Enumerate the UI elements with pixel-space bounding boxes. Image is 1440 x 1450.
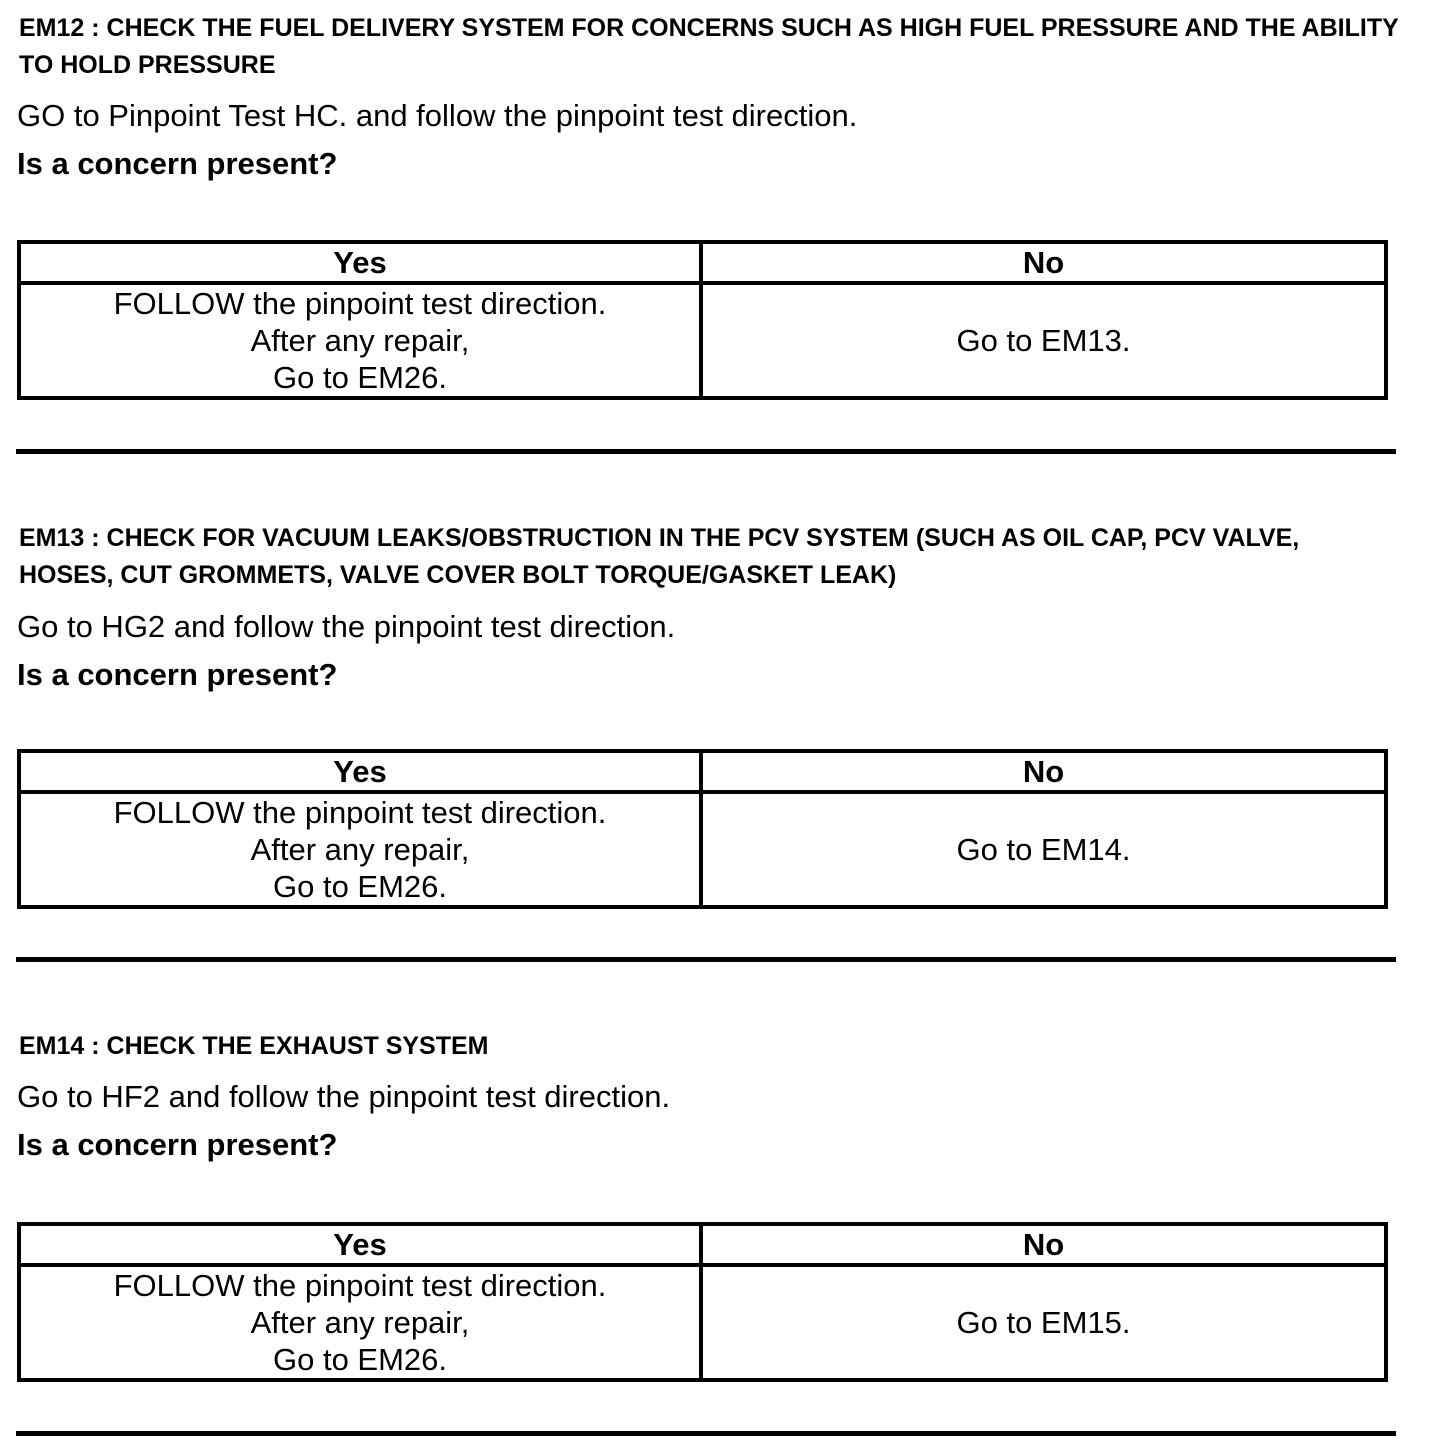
yes-line: After any repair, xyxy=(250,832,470,867)
step-question: Is a concern present? xyxy=(17,657,338,692)
no-header: No xyxy=(701,751,1386,792)
no-header: No xyxy=(701,1224,1386,1265)
yes-line: FOLLOW the pinpoint test direction. xyxy=(113,286,607,321)
yes-cell xyxy=(19,1265,701,1380)
yes-cell xyxy=(19,792,701,907)
table-row xyxy=(19,283,1386,398)
yes-line: Go to EM26. xyxy=(272,360,448,395)
section-divider xyxy=(16,449,1396,454)
step-question: Is a concern present? xyxy=(17,1127,338,1162)
decision-table xyxy=(17,240,1388,400)
step-heading: EM14 : CHECK THE EXHAUST SYSTEM xyxy=(19,1032,489,1060)
step-instruction: GO to Pinpoint Test HC. and follow the pinpoint test direction. xyxy=(17,98,858,133)
yes-cell xyxy=(19,283,701,398)
section-divider xyxy=(16,957,1396,962)
no-cell: Go to EM13. xyxy=(701,283,1386,398)
decision-table xyxy=(17,1222,1388,1382)
step-heading: EM13 : CHECK FOR VACUUM LEAKS/OBSTRUCTION IN THE PCV SYSTEM (SUCH AS OIL CAP, PCV VALVE, HOSES, CUT GROMMETS, VALVE COVER BOLT TORQUE/GASKET LEAK) xyxy=(19,524,1300,589)
table-row xyxy=(19,792,1386,907)
no-cell: Go to EM14. xyxy=(701,792,1386,907)
step-question: Is a concern present? xyxy=(17,146,338,181)
yes-line: After any repair, xyxy=(250,1305,470,1340)
step-heading: EM12 : CHECK THE FUEL DELIVERY SYSTEM FOR CONCERNS SUCH AS HIGH FUEL PRESSURE AND THE ABILITY TO HOLD PRESSURE xyxy=(19,14,1399,79)
yes-line: After any repair, xyxy=(250,323,470,358)
table-header-row xyxy=(19,242,1386,283)
table-header-row xyxy=(19,1224,1386,1265)
yes-header: Yes xyxy=(19,242,701,283)
step-instruction: Go to HF2 and follow the pinpoint test direction. xyxy=(17,1079,671,1114)
table-row xyxy=(19,1265,1386,1380)
yes-header: Yes xyxy=(19,1224,701,1265)
table-header-row xyxy=(19,751,1386,792)
yes-line: Go to EM26. xyxy=(272,869,448,904)
no-header: No xyxy=(701,242,1386,283)
yes-header: Yes xyxy=(19,751,701,792)
yes-line: FOLLOW the pinpoint test direction. xyxy=(113,1268,607,1303)
yes-line: Go to EM26. xyxy=(272,1342,448,1377)
step-instruction: Go to HG2 and follow the pinpoint test direction. xyxy=(17,609,676,644)
no-cell: Go to EM15. xyxy=(701,1265,1386,1380)
section-divider xyxy=(16,1431,1396,1436)
yes-line: FOLLOW the pinpoint test direction. xyxy=(113,795,607,830)
decision-table xyxy=(17,749,1388,909)
